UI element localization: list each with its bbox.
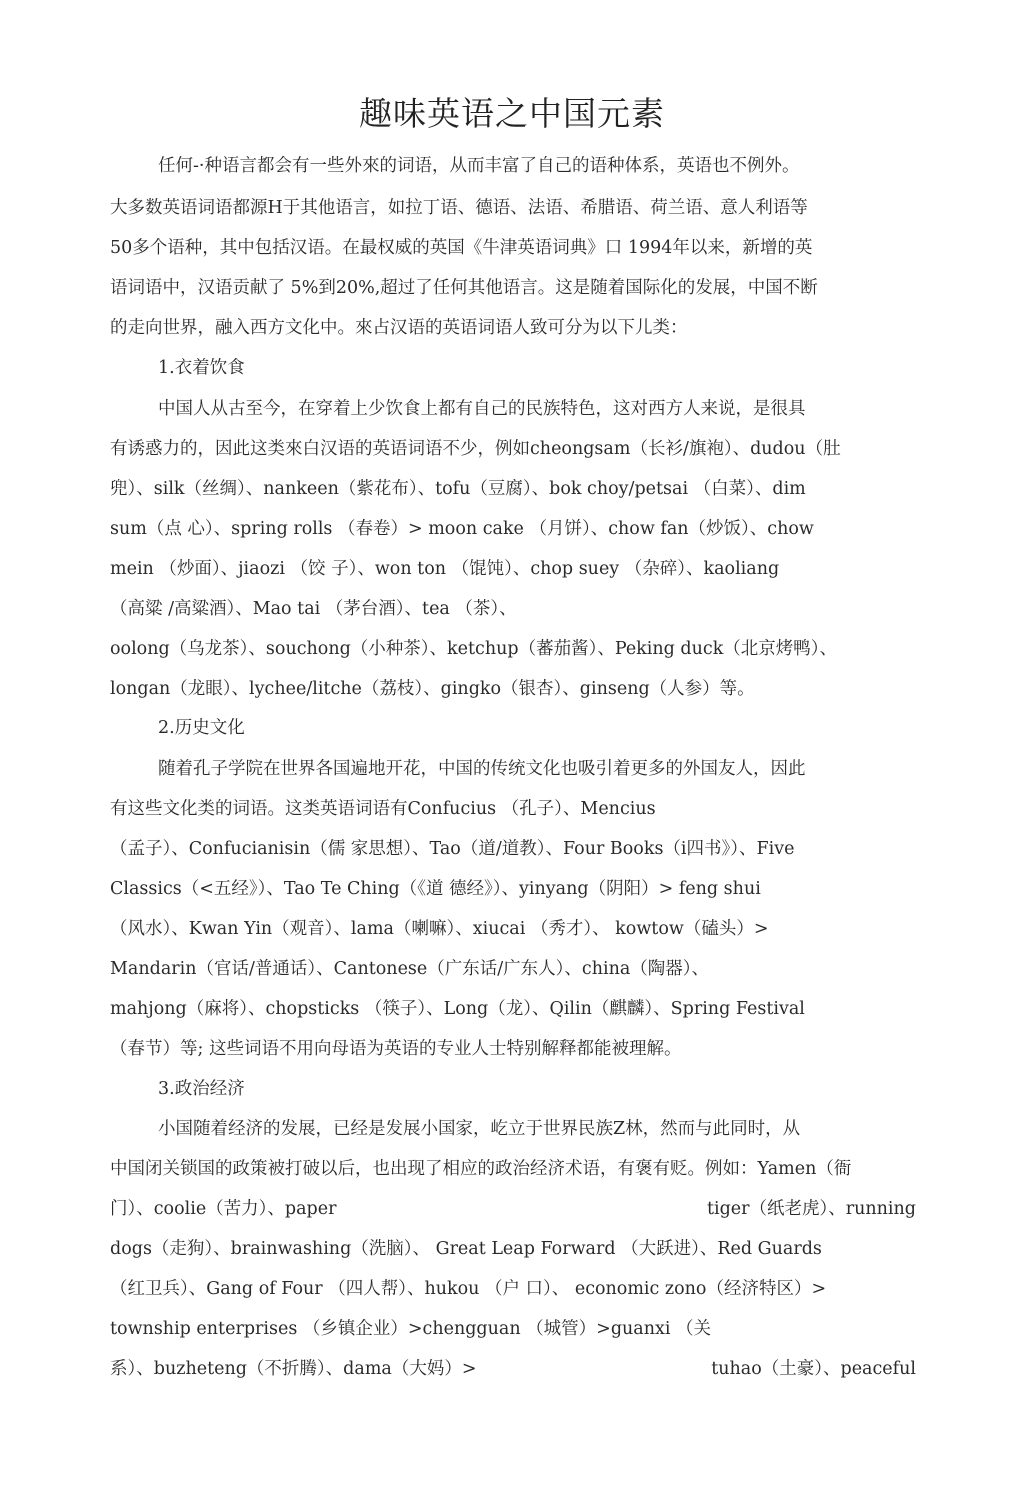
paragraph-line-split <box>110 1197 916 1221</box>
paragraph-line: mahjong（麻将）、chopsticks （筷子）、Long（龙）、Qilin（麒麟）、Spring Festival <box>110 999 805 1019</box>
line-fragment: tiger（纸老虎）、running <box>706 1199 916 1219</box>
paragraph-line: 中国闭关锁国的政策被打破以后，也出现了相应的政治经济术语，有褒有贬。例如：Yamen（衙 <box>110 1159 852 1179</box>
paragraph-line: dogs（走狗）、brainwashing（洗脑）、 Great Leap Forward （大跃进）、Red Guards <box>110 1239 822 1259</box>
paragraph-line: 随着孔子学院在世界各国遍地开花，中国的传统文化也吸引着更多的外国友人，因此 <box>158 759 806 779</box>
paragraph-line: Mandarin（官话/普通话）、Cantonese（广东话/广东人）、china（陶器）、 <box>110 959 710 979</box>
paragraph-line: （孟子）、Confucianisin（儒 家思想）、Tao（道/道教）、Four Books（i四书》）、Five <box>110 839 795 859</box>
paragraph-line: （高粱 /高粱酒）、Mao tai （茅台酒）、tea （茶）、 <box>110 599 517 619</box>
paragraph-line: 有这些文化类的词语。这类英语词语有Confucius （孔子）、Mencius <box>110 799 656 819</box>
paragraph-line: mein （炒面）、jiaozi （饺 子）、won ton （馄饨）、chop suey （杂碎）、kaoliang <box>110 559 780 579</box>
page-title: 趣味英语之中国元素 <box>359 94 665 133</box>
paragraph-line: oolong（乌龙茶）、souchong（小种茶）、ketchup（蕃茄酱）、Peking duck（北京烤鸭）、 <box>110 639 838 659</box>
paragraph-line: 有诱惑力的，因此这类來白汉语的英语词语不少，例如cheongsam（长衫/旗袍）、dudou（肚 <box>110 439 841 459</box>
section-heading: 2.历史文化 <box>158 718 245 738</box>
paragraph-line: township enterprises （乡镇企业）>chengguan （城管）>guanxi （关 <box>110 1319 712 1339</box>
paragraph-line: Classics（<五经》）、Tao Te Ching（《道 德经》）、yinyang（阴阳）> feng shui <box>110 879 761 899</box>
paragraph-line: 语词语中，汉语贡献了 5%到20%,超过了任何其他语言。这是随着国际化的发展，中国不断 <box>110 278 818 298</box>
paragraph-line: 兜）、silk（丝绸）、nankeen（紫花布）、tofu（豆腐）、bok choy/petsai （白菜）、dim <box>110 479 806 499</box>
paragraph-line: 小国随着经济的发展，已经是发展小国家，屹立于世界民族Z林，然而与此同时，从 <box>158 1119 801 1139</box>
paragraph-line-split <box>110 1357 916 1381</box>
line-fragment: 系）、buzheteng（不折腾）、dama（大妈）> <box>110 1359 477 1379</box>
section-heading: 1.衣着饮食 <box>158 358 245 378</box>
line-fragment: tuhao（土豪）、peaceful <box>711 1359 916 1379</box>
paragraph-line: 任何-·种语言都会有一些外來的词语，从而丰富了自己的语种体系，英语也不例外。 <box>158 156 800 176</box>
paragraph-line: 的走向世界，融入西方文化中。來占汉语的英语词语人致可分为以下儿类： <box>110 318 688 338</box>
paragraph-line: longan（龙眼）、lychee/litche（荔枝）、gingko（银杏）、ginseng（人参）等。 <box>110 679 755 699</box>
paragraph-line: （红卫兵）、Gang of Four （四人帮）、hukou （户 口）、 economic zono（经济特区）> <box>110 1279 827 1299</box>
paragraph-line: 50多个语种，其中包括汉语。在最权威的英国《牛津英语词典》口 1994年以来，新增的英 <box>110 238 813 258</box>
line-fragment: 门）、coolie（苦力）、paper <box>110 1199 337 1219</box>
paragraph-line: sum（点 心）、spring rolls （春卷）> moon cake （月饼）、chow fan（炒饭）、chow <box>110 519 814 539</box>
paragraph-line: （春节）等; 这些词语不用向母语为英语的专业人士特别解释都能被理解。 <box>110 1039 682 1059</box>
paragraph-line: 中国人从古至今，在穿着上少饮食上都有自己的民族特色，这对西方人来说，是很具 <box>158 399 806 419</box>
paragraph-line: （风水）、Kwan Yin（观音）、lama（喇嘛）、xiucai （秀才）、 kowtow（磕头）> <box>110 919 769 939</box>
section-heading: 3.政治经济 <box>158 1079 245 1099</box>
paragraph-line: 大多数英语词语都源H于其他语言，如拉丁语、德语、法语、希腊语、荷兰语、意人利语等 <box>110 198 808 218</box>
